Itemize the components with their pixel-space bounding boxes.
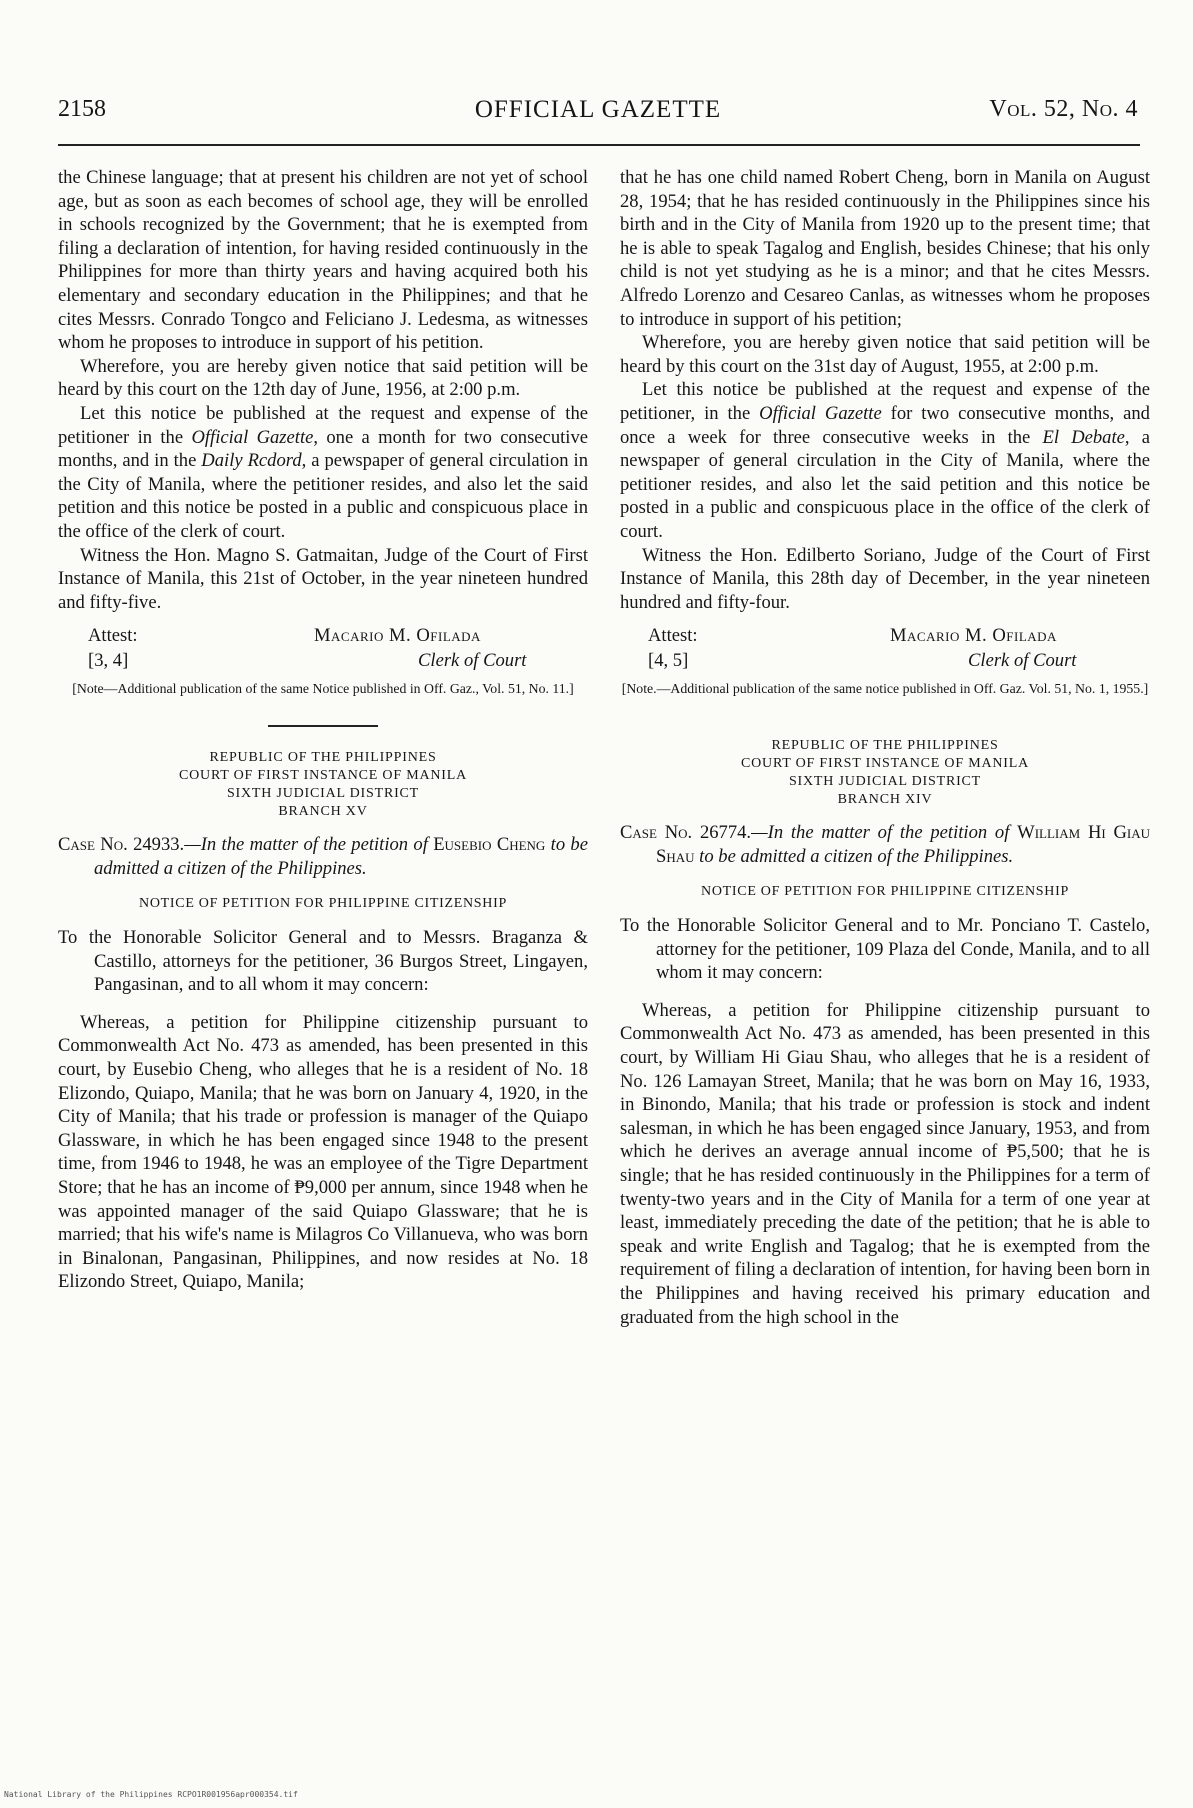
page-header xyxy=(58,96,1138,140)
paragraph: Witness the Hon. Edilberto Soriano, Judge of the Court of First Instance of Manila, this 28th day of December, in the year nineteen hundred and fifty-four. xyxy=(620,544,1150,613)
paragraph: Witness the Hon. Magno S. Gatmaitan, Judge of the Court of First Instance of Manila, this 21st of October, in the year nineteen hundred and fifty-five. xyxy=(58,544,588,613)
notice-heading: NOTICE OF PETITION FOR PHILIPPINE CITIZENSHIP xyxy=(701,884,1069,900)
left-column xyxy=(58,166,588,1294)
clerk-name: Macario M. Ofilada xyxy=(314,625,481,647)
addressee-paragraph: To the Honorable Solicitor General and to Messrs. Braganza & Castillo, attorneys for the petitioner, 36 Burgos Street, Lingayen, Pangasinan, and to all whom it may concern: xyxy=(58,927,588,996)
case-title xyxy=(58,833,588,880)
text-run: —In the matter of the petition of xyxy=(751,822,1018,844)
case-title xyxy=(620,821,1150,868)
clerk-title: Clerk of Court xyxy=(418,650,527,672)
court-heading xyxy=(58,749,588,821)
petitioner-name: William Hi Giau Shau xyxy=(656,822,1151,867)
attest-label: Attest: xyxy=(648,625,698,647)
clerk-name: Macario M. Ofilada xyxy=(890,625,1057,647)
attest-row xyxy=(620,624,1150,649)
text-run: for two consecutive months, and once a week for three consecutive weeks in the xyxy=(620,402,1150,448)
court-heading xyxy=(620,737,1150,809)
court-line: SIXTH JUDICIAL DISTRICT xyxy=(788,774,982,790)
petitioner-name: Eusebio Cheng xyxy=(433,834,546,856)
text-run: , a newspaper of general circulation in the City of Manila, where the petitioner resides, and also let the said petition and this notice be posted in a public and conspicuous place in the office of the clerk of court. xyxy=(620,426,1150,542)
notice-heading: NOTICE OF PETITION FOR PHILIPPINE CITIZENSHIP xyxy=(139,896,507,912)
paragraph: Whereas, a petition for Philippine citizenship pursuant to Commonwealth Act No. 473 as amended, has been presented in this court, by Eusebio Cheng, who alleges that he is a resident of No. 18 Elizondo, Quiapo, Manila; that he was born on January 4, 1920, in the City of Manila; that his trade or profession is manager of the Quiapo Glassware, in which he has been engaged since 1948 to the present time, from 1946 to 1948, he was an employee of the Tigre Department Store; that he has an income of ₱9,000 per annum, since 1948 when he was appointed manager of the said Quiapo Glassware; that he is married; that his wife's name is Milagros Co Villanueva, who was born in Binalonan, Pangasinan, Philippines, and now resides at No. 18 Elizondo Street, Quiapo, Manila; xyxy=(58,1011,588,1293)
court-line: BRANCH XV xyxy=(278,804,368,820)
court-line: REPUBLIC OF THE PHILIPPINES xyxy=(771,738,999,754)
court-line: COURT OF FIRST INSTANCE OF MANILA xyxy=(740,756,1029,772)
paragraph: the Chinese language; that at present his children are not yet of school age, but as soon as each becomes of school age, they will be enrolled in schools recognized by the Government; that he is exempted from filing a declaration of intention, for having resided continuously in the Philippines for more than thirty years and having acquired both his elementary and secondary education in the Philippines; and that he cites Messrs. Conrado Tongco and Feliciano J. Ledesma, as witnesses whom he proposes to introduce in support of his petition. xyxy=(58,167,588,354)
text-run: —In the matter of the petition of xyxy=(184,834,434,856)
text-run: , a pewspaper of general circulation in the City of Manila, where the petitioner resides, and also let the said petition and this notice be posted in a public and conspicuous place in the office of the clerk of court. xyxy=(58,450,588,542)
volume-number: Vol. 52, No. 4 xyxy=(989,96,1138,122)
court-line: BRANCH XIV xyxy=(837,792,933,808)
paragraph: that he has one child named Robert Cheng, born in Manila on August 28, 1954; that he has resided continuously in the Philippines since his birth and in the City of Manila from 1920 up to the present time; that he is able to speak Tagalog and English, besides Chinese; that his only child is not yet studying as he is a minor; and that he cites Messrs. Alfredo Lorenzo and Cesareo Canlas, as witnesses whom he proposes to introduce in support of his petition; xyxy=(620,167,1150,330)
court-line: REPUBLIC OF THE PHILIPPINES xyxy=(209,750,437,766)
court-line: COURT OF FIRST INSTANCE OF MANILA xyxy=(178,768,467,784)
paragraph xyxy=(58,402,588,544)
publication-name: Official Gazette xyxy=(759,402,882,424)
publication-note: [Note.—Additional publication of the same notice published in Off. Gaz. Vol. 51, No. 1, 1955.] xyxy=(621,681,1149,697)
publication-name: El Debate xyxy=(1042,426,1125,448)
issue-numbers: [3, 4] xyxy=(88,650,129,672)
attest-label: Attest: xyxy=(88,625,138,647)
text-run: , one a month for two consecutive months, and in the xyxy=(58,426,588,472)
case-number: Case No. 26774. xyxy=(620,822,752,844)
publication-name: Official Gazette xyxy=(191,426,314,448)
gazette-title: OFFICIAL GAZETTE xyxy=(474,96,722,123)
attest-row xyxy=(58,624,588,649)
publication-name: Daily Rcdord xyxy=(201,450,302,472)
text-run: to be admitted a citizen of the Philippines. xyxy=(694,845,1014,867)
header-rule xyxy=(58,144,1140,146)
addressee-paragraph: To the Honorable Solicitor General and to Mr. Ponciano T. Castelo, attorney for the petitioner, 109 Plaza del Conde, Manila, and to all whom it may concern: xyxy=(620,915,1150,984)
text-run: Let this notice be published at the request and expense of the petitioner in the xyxy=(58,402,588,448)
lines-row xyxy=(58,649,588,674)
paragraph: Whereas, a petition for Philippine citizenship pursuant to Commonwealth Act No. 473 as amended, has been presented in this court, by William Hi Giau Shau, who alleges that he is a resident of No. 126 Lamayan Street, Manila; that he was born on May 16, 1933, in Binondo, Manila; that his trade or profession is stock and indent salesman, in which he has been engaged since January, 1953, and from which he derives an average annual income of ₱5,500; that he is single; that he has resided continuously in the Philippines for a term of twenty-two years and in the City of Manila for a term of one year at least, immediately preceding the date of the petition; that he is able to speak and write English and Tagalog; that he is exempted from the requirement of filing a declaration of intention, for having been born in the Philippines and having received his primary education and graduated from the high school in the xyxy=(620,999,1150,1328)
case-number: Case No. 24933. xyxy=(58,834,185,856)
issue-numbers: [4, 5] xyxy=(648,650,689,672)
paragraph: Wherefore, you are hereby given notice that said petition will be heard by this court on the 12th day of June, 1956, at 2:00 p.m. xyxy=(58,355,588,401)
scan-footer: National Library of the Philippines RCPO1R001956apr000354.tif xyxy=(4,1790,298,1799)
publication-note: [Note—Additional publication of the same Notice published in Off. Gaz., Vol. 51, No. 11.] xyxy=(72,681,574,697)
section-separator xyxy=(268,725,378,727)
page-number: 2158 xyxy=(58,96,106,122)
lines-row xyxy=(620,649,1150,674)
clerk-title: Clerk of Court xyxy=(968,650,1077,672)
right-column xyxy=(620,166,1150,1329)
text-run: to be admitted a citizen of the Philippines. xyxy=(94,834,588,879)
text-run: Let this notice be published at the request and expense of the petitioner, in the xyxy=(620,379,1150,424)
court-line: SIXTH JUDICIAL DISTRICT xyxy=(226,786,420,802)
paragraph: Wherefore, you are hereby given notice that said petition will be heard by this court on the 31st day of August, 1955, at 2:00 p.m. xyxy=(620,332,1150,377)
paragraph xyxy=(620,378,1150,543)
